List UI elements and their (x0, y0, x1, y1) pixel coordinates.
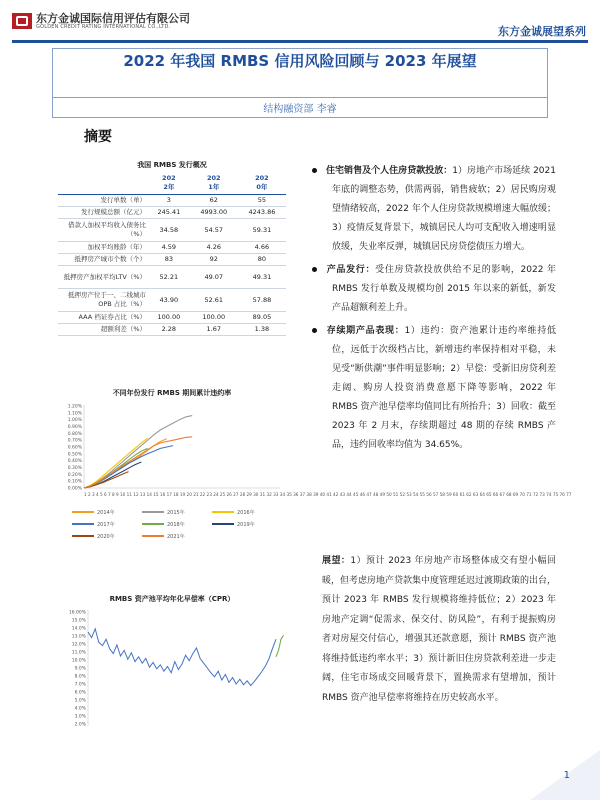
table-row: 抵押房产城市个数（个） 83 92 80 (58, 254, 286, 266)
y-tick-label: 0.80% (67, 431, 82, 437)
y-tick-label: 2.0% (74, 722, 86, 728)
y-tick-label: 14.0% (71, 626, 86, 632)
legend-label: 2016年 (237, 510, 255, 516)
table-title: 我国 RMBS 发行概况 (137, 161, 207, 169)
y-tick-label: 11.0% (71, 650, 86, 656)
legend-label: 2017年 (97, 522, 115, 528)
table-row: 超额利差（%） 2.28 1.67 1.38 (58, 324, 286, 336)
table-header-cell: 202 1年 (190, 172, 238, 195)
bullet-item: 存续期产品表现：1）违约：资产池累计违约率维持低位，远低于次级档占比，新增违约率保持相对平稳，未见受“断供潮”事件明显影响；2）早偿：受新旧房贷利差走阔、购房人投资消费意愿下降等影响，2022 年 RMBS 资产池早偿率均值同比有所抬升；3）回收：截至 2023 年 2 月末，存续期超过 48 期的存续 RMBS 产品，违约回收率均值为 34.65%。 (332, 322, 556, 455)
table-row: 加权平均账龄（年） 4.59 4.26 4.66 (58, 242, 286, 254)
series-line (88, 629, 276, 686)
table-header-cell: 202 2年 (148, 172, 190, 195)
rmbs-issuance-table (58, 172, 286, 336)
y-tick-label: 0.60% (67, 445, 82, 451)
table-row: 发行单数（单） 3 62 55 (58, 195, 286, 207)
y-tick-label: 0.40% (67, 459, 82, 465)
bullet-dot-icon (312, 328, 317, 333)
legend-label: 2019年 (237, 522, 255, 528)
y-tick-label: 3.0% (74, 714, 86, 720)
table-row: 发行规模总额（亿元） 245.41 4993.00 4243.86 (58, 207, 286, 219)
x-tick-labels: 1 2 3 4 5 6 7 8 9 10 11 12 13 14 15 16 17 18 19 20 21 22 23 24 25 26 27 28 29 30 31 32 33 34 35 36 37 38 39 40 41 42 43 44 45 46 47 48 49 50 51 52 53 54 55 56 57 58 59 60 61 62 63 64 65 66 67 68 69 70 71 72 73 74 75 76 77 (84, 492, 572, 497)
series-line (276, 635, 284, 657)
y-tick-label: 0.70% (67, 438, 82, 444)
page-title: 2022 年我国 RMBS 信用风险回顾与 2023 年展望 (123, 52, 477, 70)
y-tick-label: 0.30% (67, 466, 82, 471)
bullet-list (312, 162, 556, 455)
series-line (84, 437, 192, 488)
legend-label: 2020年 (97, 534, 115, 540)
y-tick-label: 0.10% (67, 479, 82, 485)
legend-label: 2018年 (167, 522, 185, 528)
outlook-paragraph: 展望：1）预计 2023 年房地产市场整体成交有望小幅回暖，但考虑房地产贷款集中度管理延迟过渡期政策的出台，预计 2023 年 RMBS 发行规模将维持低位；2）2023 年房地产定调“促需求、保交付、防风险”，有利于提振购房者对房屋交付信心，增强其还款意愿，预计 RMBS 资产池将维持低违约率水平；3）预计新旧住房贷款利差进一步走阔，住宅市场成交回暖背景下，置换需求有望增加，预计 RMBS 资产池早偿率将维持在历史较高水平。 (322, 556, 557, 703)
table-row: 抵押房产加权平均LTV（%） 52.21 49.07 49.31 (58, 266, 286, 289)
y-tick-label: 0.90% (67, 425, 82, 430)
series-line (84, 416, 192, 488)
y-tick-label: 12.0% (71, 642, 86, 648)
bullet-item: 住宅销售及个人住房贷款投放：1）房地产市场延续 2021 年底的调整态势，供需两弱，销售疲软；2）居民购房观望情绪较高，2022 年个人住房贷款规模增速大幅放缓；3）疫情反复背景下，城镇居民人均可支配收入增速明显放缓，失业率反弹，城镇居民房贷偿债压力增大。 (332, 162, 556, 257)
table-header-blank (58, 172, 148, 195)
y-tick-label: 9.0% (74, 666, 86, 672)
y-tick-label: 0.00% (67, 486, 82, 492)
y-tick-label: 16.00% (68, 610, 86, 616)
bullet-dot-icon (312, 267, 317, 272)
y-tick-label: 7.0% (74, 682, 86, 688)
header-rule (12, 40, 588, 43)
default-chart-title: 不同年份发行 RMBS 期间累计违约率 (112, 389, 232, 397)
series-label: 东方金诚展望系列 (498, 25, 586, 38)
y-tick-label: 1.00% (67, 418, 82, 424)
table-row: 抵押房产位于一、二线城市 OPB 占比（%） 43.90 52.61 57.88 (58, 289, 286, 312)
y-tick-label: 13.0% (71, 634, 86, 640)
y-tick-label: 4.0% (74, 706, 86, 712)
cumulative-default-chart (58, 400, 572, 560)
bullet-dot-icon (312, 168, 317, 173)
cpr-chart (58, 606, 286, 736)
legend-label: 2015年 (167, 510, 185, 516)
company-name-cn: 东方金诚国际信用评估有限公司 (36, 12, 190, 25)
y-tick-label: 5.0% (74, 698, 86, 704)
legend-label: 2021年 (167, 534, 185, 540)
y-tick-label: 8.0% (74, 674, 86, 680)
bullet-item: 产品发行：受住房贷款投放供给不足的影响，2022 年 RMBS 发行单数及规模均创 2015 年以来的新低，新发产品超额利差上升。 (332, 261, 556, 318)
table-row: 借款人加权平均收入债务比（%） 34.58 54.57 59.31 (58, 219, 286, 242)
y-tick-label: 6.0% (74, 690, 86, 696)
y-tick-label: 15.0% (71, 618, 86, 624)
legend-label: 2014年 (97, 510, 115, 516)
y-tick-label: 1.10% (67, 411, 82, 417)
company-logo (12, 13, 32, 29)
table-header-row (58, 172, 286, 195)
y-tick-label: 0.50% (67, 452, 82, 458)
table-row: AAA 档证券占比（%） 100.00 100.00 89.05 (58, 312, 286, 324)
cpr-chart-title: RMBS 资产池平均年化早偿率（CPR） (109, 595, 235, 603)
y-tick-label: 10.0% (71, 658, 86, 664)
table-header-cell: 202 0年 (238, 172, 286, 195)
page-number: 1 (563, 770, 570, 781)
y-tick-label: 0.20% (67, 472, 82, 478)
company-name-en: GOLDEN CREDIT RATING INTERNATIONAL CO.,LTD. (36, 24, 171, 30)
abstract-heading: 摘要 (84, 129, 112, 145)
author-line: 结构融资部 李睿 (263, 104, 337, 115)
y-tick-label: 1.20% (67, 404, 82, 410)
